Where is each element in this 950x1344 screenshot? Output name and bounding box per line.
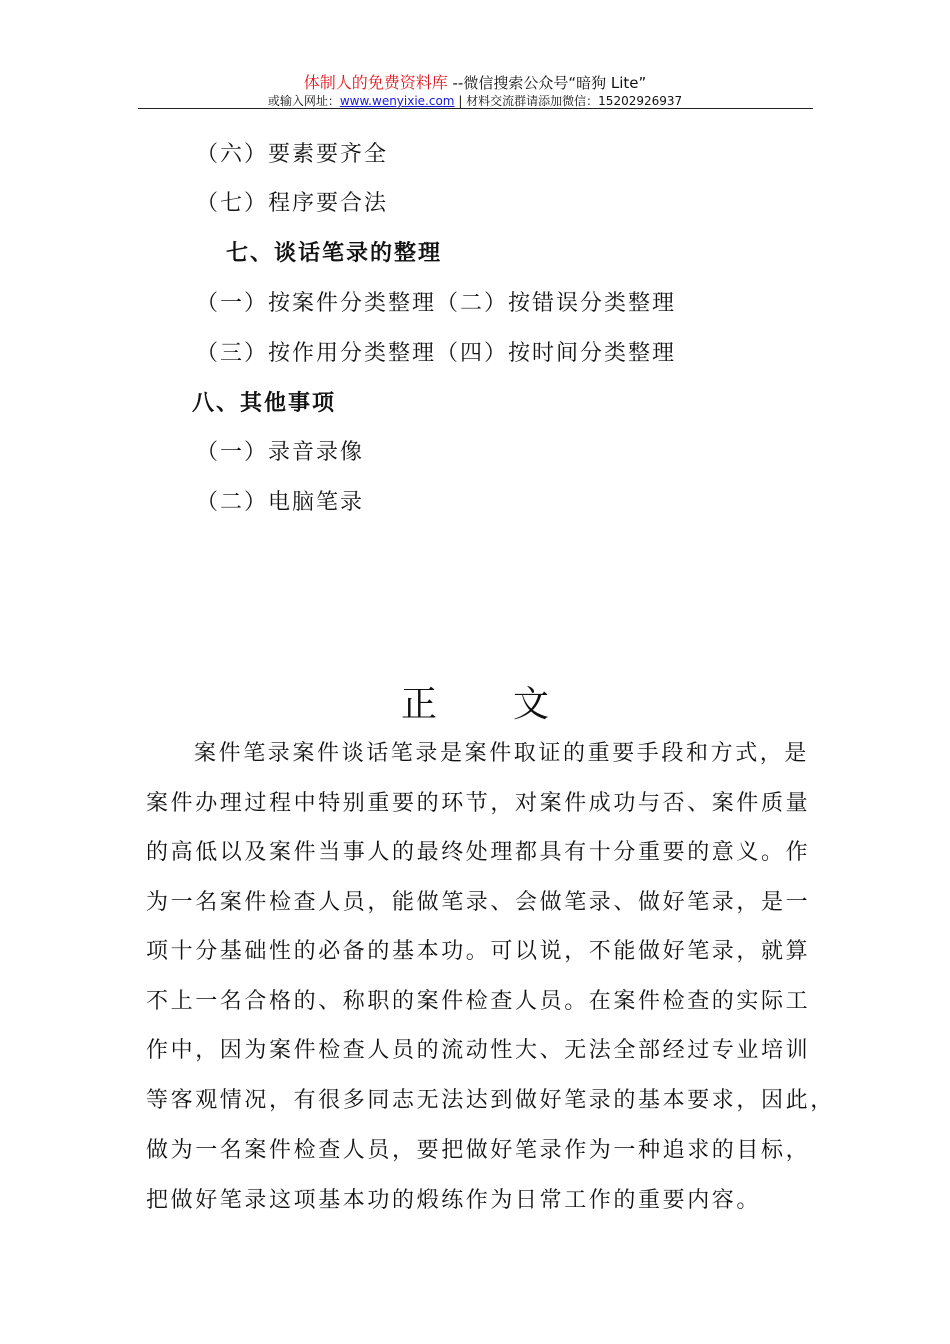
section-8-heading: 八、其他事项 <box>192 391 337 416</box>
tagline: --微信搜索公众号“暗狗 Lite” <box>452 74 647 92</box>
outline-item-7: （七）程序要合法 <box>196 191 389 216</box>
section-7-line-2: （三）按作用分类整理（四）按时间分类整理 <box>196 341 677 366</box>
header-divider <box>138 108 813 109</box>
header-url-line <box>0 92 950 109</box>
paragraph-line: 项十分基础性的必备的基本功。可以说，不能做好笔录，就算 <box>146 939 811 964</box>
brand-name: 体制人的免费资料库 <box>303 73 448 92</box>
outline-item-6: （六）要素要齐全 <box>196 142 389 167</box>
paragraph-line: 不上一名合格的、称职的案件检查人员。在案件检查的实际工 <box>146 989 811 1014</box>
section-7-line-1: （一）按案件分类整理（二）按错误分类整理 <box>196 291 677 316</box>
section-7-heading: 七、谈话笔录的整理 <box>226 241 443 266</box>
paragraph-line: 做为一名案件检查人员，要把做好笔录作为一种追求的目标， <box>146 1138 811 1163</box>
paragraph-line: 案件办理过程中特别重要的环节，对案件成功与否、案件质量 <box>146 791 811 816</box>
main-title-char-2: 文 <box>513 684 550 725</box>
paragraph-line: 把做好笔录这项基本功的煅练作为日常工作的重要内容。 <box>146 1188 762 1213</box>
main-title <box>0 676 950 727</box>
paragraph-line: 为一名案件检查人员，能做笔录、会做笔录、做好笔录，是一 <box>146 890 811 915</box>
header-brand-line <box>0 70 950 93</box>
paragraph-line: 的高低以及案件当事人的最终处理都具有十分重要的意义。作 <box>146 840 811 865</box>
url-prefix: 或输入网址： <box>267 94 340 108</box>
section-8-item-1: （一）录音录像 <box>196 440 365 465</box>
paragraph-line: 作中，因为案件检查人员的流动性大、无法全部经过专业培训 <box>146 1038 811 1063</box>
section-8-item-2: （二）电脑笔录 <box>196 490 365 515</box>
website-link[interactable]: www.wenyixie.com <box>339 94 455 108</box>
main-title-char-1: 正 <box>400 684 437 725</box>
contact-info: | 材料交流群请添加微信：15202926937 <box>454 94 683 108</box>
paragraph-line: 等客观情况，有很多同志无法达到做好笔录的基本要求，因此， <box>146 1088 835 1113</box>
paragraph-line: 案件笔录案件谈话笔录是案件取证的重要手段和方式，是 <box>194 741 810 766</box>
